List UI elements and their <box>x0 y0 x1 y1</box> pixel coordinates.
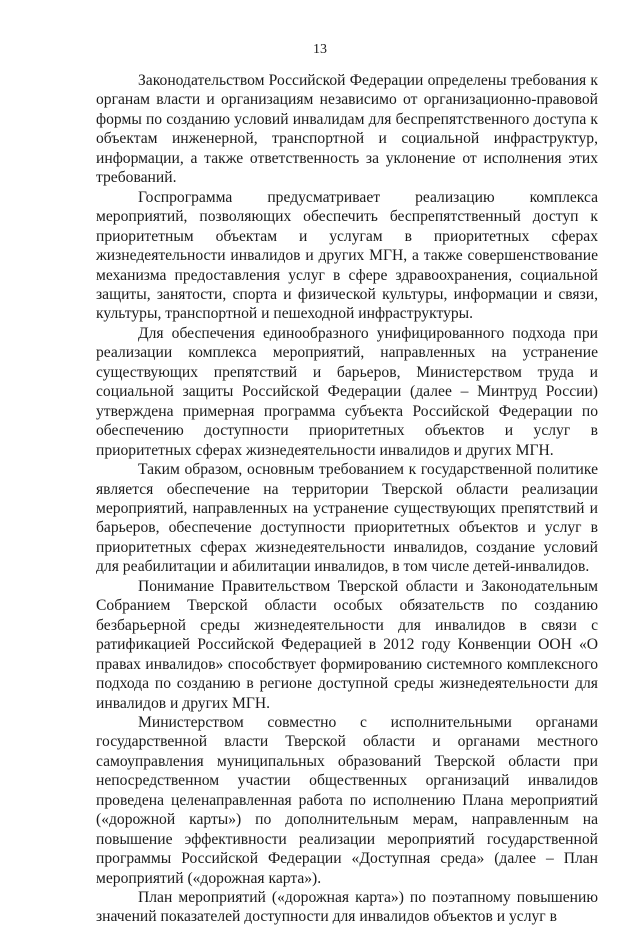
paragraph-legislation-requirements: Законодательством Российской Федерации определены требования к органам власти и организациям независимо от организационно-правовой формы по созданию условий инвалидам для беспрепятственного доступа к объектам инженерной, транспортной и социальной инфраструктур, информации, а также ответственность за уклонение от исполнения этих требований. <box>96 72 598 187</box>
page-number: 13 <box>313 42 327 57</box>
paragraph-roadmap-plan: План мероприятий («дорожная карта») по поэтапному повышению значений показателей доступности для инвалидов объектов и услуг в <box>96 889 598 926</box>
paragraph-unified-approach: Для обеспечения единообразного унифицированного подхода при реализации комплекса мероприятий, направленных на устранение существующих препятствий и барьеров, Министерством труда и социальной защиты Российской Федерации (далее – Минтруд России) утверждена примерная программа субъекта Российской Федерации по обеспечению доступности приоритетных объектов и услуг в приоритетных сферах жизнедеятельности инвалидов и других МГН. <box>96 324 598 459</box>
paragraph-state-program: Госпрограмма предусматривает реализацию комплекса мероприятий, позволяющих обеспечить беспрепятственный доступ к приоритетным объектам и услугам в приоритетных сферах жизнедеятельности инвалидов и других МГН, а также совершенствование механизма предоставления услуг в сфере здравоохранения, социальной защиты, занятости, спорта и физической культуры, информации и связи, культуры, транспортной и пешеходной инфраструктуры. <box>96 188 598 323</box>
document-body <box>96 71 598 927</box>
paragraph-roadmap-work: Министерством совместно с исполнительными органами государственной власти Тверской области и органами местного самоуправления муниципальных образований Тверской области при непосредственном участии общественных организаций инвалидов проведена целенаправленная работа по исполнению Плана мероприятий («дорожной карты») по дополнительным мерам, направленным на повышение эффективности реализации мероприятий государственной программы Российской Федерации «Доступная среда» (далее – План мероприятий («дорожная карта»). <box>96 713 598 887</box>
paragraph-un-convention: Понимание Правительством Тверской области и Законодательным Собранием Тверской области особых обязательств по созданию безбарьерной среды жизнедеятельности для инвалидов в связи с ратификацией Российской Федерацией в 2012 году Конвенции ООН «О правах инвалидов» способствует формированию системного комплексного подхода по созданию в регионе доступной среды жизнедеятельности для инвалидов и других МГН. <box>96 577 598 712</box>
paragraph-main-requirement: Таким образом, основным требованием к государственной политике является обеспечение на территории Тверской области реализации мероприятий, направленных на устранение существующих препятствий и барьеров, обеспечение доступности приоритетных объектов и услуг в приоритетных сферах жизнедеятельности инвалидов, создание условий для реабилитации и абилитации инвалидов, в том числе детей-инвалидов. <box>96 461 598 576</box>
